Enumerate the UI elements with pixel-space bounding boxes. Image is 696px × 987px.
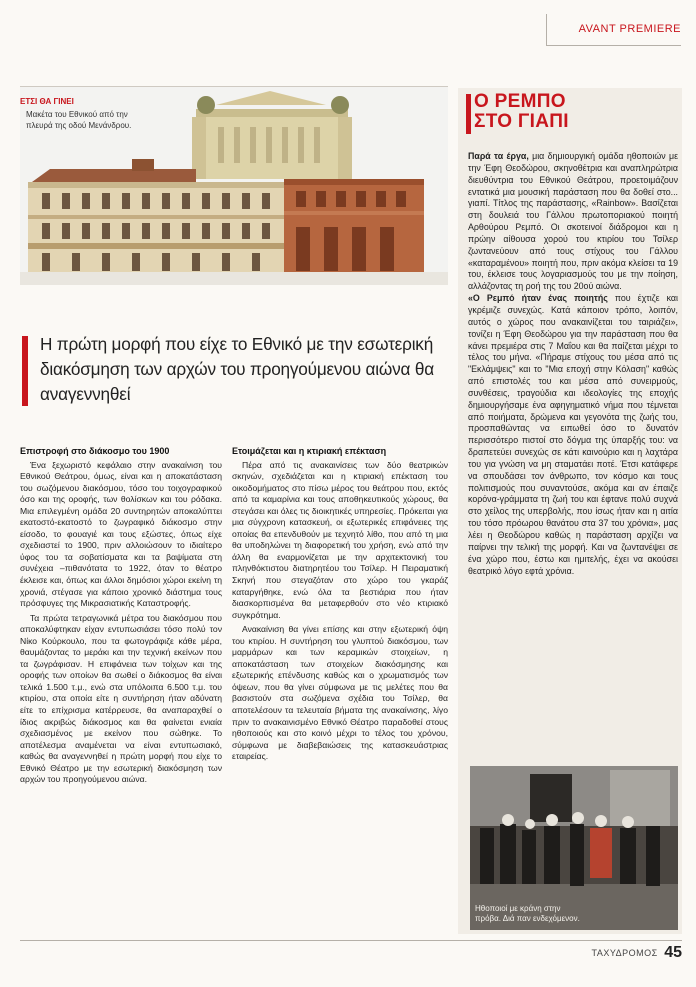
photo-bottom bbox=[470, 766, 678, 930]
sidebar-title-bar bbox=[466, 94, 471, 134]
article-column-1 bbox=[20, 446, 222, 786]
sidebar-p1-text: μια δημιουργική ομάδα ηθοποιών με την Έφη Θεοδώρου, σκηνοθέτρια και αναπληρώτρια διευθύντρια του Εθνικού Θεάτρου, προετοιμάζουν εντατικά μια μουσική παράσταση που θα δοθεί στο... γιαπί. Τίτλος της παράστασης, «Rainbow». Βασίζεται στη δουλειά του Γάλλου πρωτοποριακού ποιητή Αρθούρου Ρεμπό. Οι σκοτεινοί διάδρομοι και η πρώην αίθουσα χορού του κτιρίου του Τσίλερ ζωντανεύουν από τους στίχους του Γάλλου «καταραμένου» ποιητή που, πριν ακόμα κλείσει τα 19 του, έκλεισε τους λογαριασμούς του με την ποίηση, αλλάζοντας τη ροή της του 20ού αιώνα. bbox=[468, 151, 679, 292]
footer bbox=[592, 944, 683, 964]
section-tag-label: AVANT PREMIERE bbox=[578, 23, 681, 35]
footer-magazine: ΤΑΧΥΔΡΟΜΟΣ bbox=[591, 948, 658, 958]
caption-text: Μακέτα του Εθνικού από την πλευρά της οδού Μενάνδρου. bbox=[26, 110, 132, 130]
column-2-paragraph: Ανακαίνιση θα γίνει επίσης και στην εξωτερική όψη του κτιρίου. Η συντήρηση του γλυπτού διακόσμου, των μαρμάρων και των κεραμικών στοιχείων, η αποκατάσταση των στοιχείων διακόσμησης και εξωτερικής επένδυσης καθώς και ο χρωματισμός των όψεων, που θα γίνει σύμφωνα με τις μελέτες που θα βασιστούν στα σωζόμενα σχέδια του Τσίλερ, θα αποτελέσουν τα τελευταία βήματα της ανακαίνισης, λίγο πριν το ανακαινισμένο Εθνικό Θέατρο παραδοθεί στους ηθοποιούς και στο κοινό μέχρι το τέλος του χρόνου, σύμφωνα με διαβεβαιώσεις της κατασκευάστριας εταιρείας. bbox=[232, 624, 448, 762]
column-2-title: Ετοιμάζεται και η κτιριακή επέκταση bbox=[232, 446, 387, 456]
headline: Η πρώτη μορφή που είχε το Εθνικό με την εσωτερική διακόσμηση των αρχών του προηγούμενου αιώνα θα αναγεννηθεί bbox=[40, 334, 434, 404]
sidebar-p1-lead: Παρά τα έργα, bbox=[468, 151, 529, 161]
column-1-paragraph: Ένα ξεχωριστό κεφάλαιο στην ανακαίνιση του Εθνικού Θεάτρου, όμως, είναι και η αποκατάσταση του σωζόμενου διακόσμου, τόσο του τοιχογραφικού όσο και της οροφής, των θολίσκων και του ρόδακα. Μια επιλεγμένη ομάδα 20 συντηρητών αποκαλύπτει εκατοστό-εκατοστό το ζωγραφικό διάκοσμο στην είσοδο, το φουαγιέ και τους εξώστες, όπως είχε σχεδιαστεί το 1900, πριν αλλοιώσουν το ιδιαίτερο ύφος του τα σοβατίσματα και τα βαψίματα στη συνέχεια –πιθανότατα το 1922, όταν το θέατρο έκλεισε και, όπως και άλλοι δημόσιοι χώροι εκείνη τη χρονιά, στέγασε για κάποιο χρονικό διάστημα τους πρόσφυγες της Μικρασιατικής Καταστροφής. bbox=[20, 459, 222, 609]
headline-block bbox=[20, 332, 444, 408]
headline-bar bbox=[22, 336, 28, 406]
sidebar-title: Ο ΡΕΜΠΟ ΣΤΟ ΓΙΑΠΙ bbox=[474, 91, 569, 132]
column-1-paragraph: Τα πρώτα τετραγωνικά μέτρα του διακόσμου που αποκαλύφτηκαν είχαν εντυπωσιάσει τόσο πολύ τον Νίκο Κούρκουλο, που τα φωτογράφιζε κάθε μέρα, θαυμάζοντας το μεράκι και την τεχνική εκείνων που τα ζωγράφισαν. Η επιφάνεια των τοίχων και της οροφής των οποίων θα σωθεί ο διάκοσμος θα είναι τελικά 1.500 τ.μ., ενώ στα υπόλοιπα 6.500 τ.μ. του κτιρίου, στα οποία είτε η συντήρηση ήταν αδύνατη είτε το επίχρισμα κατέρρευσε, θα αναπαραχθεί ο ίδιος ακριβώς διάκοσμος και θα φαίνεται ενιαία σχεδιασμένος με εκείνον που σώθηκε. Το αποτέλεσμα αναμένεται να είναι εντυπωσιακό, καθώς θα αναγεννηθεί η πρώτη μορφή που είχε το Εθνικό Θέατρο με την εσωτερική διακόσμηση των αρχών του προηγούμενου αιώνα. bbox=[20, 612, 222, 785]
caption-label: ΕΤΣΙ ΘΑ ΓΙΝΕΙ bbox=[20, 97, 74, 106]
column-1-title: Επιστροφή στο διάκοσμο του 1900 bbox=[20, 446, 170, 456]
sidebar-paragraph-1 bbox=[468, 151, 678, 293]
sidebar-paragraph-2 bbox=[468, 293, 678, 577]
photo-top-caption bbox=[20, 97, 132, 131]
column-2-paragraph: Πέρα από τις ανακαινίσεις των δύο θεατρικών σκηνών, σχεδιάζεται και η κτιριακή επέκταση του οικοδομήματος στο πίσω μέρος του θεάτρου που, εκτός από τα καμαρίνια και τους αποθηκευτικούς χώρους, θα στεγάσει και όλες τις διοικητικές υπηρεσίες. Πρόκειται για μια σύγχρονη κατασκευή, οι εξωτερικές επιφάνειες της οποίας θα επενδυθούν με τεχνητό λίθο, που από τη μια θα υποδηλώνει τη διαφορετική του χρήση, ενώ από την άλλη θα εναρμονίζεται με την αρχιτεκτονική του πληνθόκτιστου διατηρητέου του Τσίλερ. Η Πειραματική Σκηνή που στεγαζόταν στο χώρο του γκαράζ καταργήθηκε, ενώ όλα τα βεστιάρια που ήταν διασκορπισμένα θα μεταφερθούν στο νέο κτιριακό συγκρότημα. bbox=[232, 459, 448, 620]
photo-top bbox=[20, 86, 448, 285]
sidebar-p2-lead: «Ο Ρεμπό ήταν ένας ποιητής bbox=[468, 293, 608, 304]
section-tag bbox=[546, 14, 681, 46]
footer-rule bbox=[20, 940, 682, 941]
sidebar bbox=[458, 88, 682, 934]
photo-bottom-caption: Ηθοποιοί με κράνη στην πρόβα. Διά παν ενδεχόμενον. bbox=[475, 904, 580, 923]
footer-page-number: 45 bbox=[664, 944, 682, 961]
sidebar-p2-text: που έχτιζε και γκρέμιζε συνεχώς. Κατά κάποιον τρόπο, λοιπόν, αυτός ο χώρος που ανακαινίζεται του ταιριάζει», τονίζει η Έφη Θεοδώρου για την παράσταση που θα κάνει πρεμιέρα στις 7 Μαΐου και θα παίζεται μέχρι το τέλος του μήνα. «Πήραμε στίχους του μέσα από τις "Εκλάμψεις" και το "Μια εποχή στην Κόλαση" καθώς από επιστολές του και μέσα από συνειρμούς, συνθέσεις, τραγούδια και ιδεολογίες της εποχής δημιουργήσαμε ένα αφηγηματικό νήμα που τέμνεται από ποιήματα, δρώμενα και γεγονότα της ζωής του, προσπαθώντας να ειπωθεί όσο το δυνατόν περισσότερο πιστοί στο δόγμα της ύπαρξής του: να δραπετεύει συνεχώς σε κάτι καινούριο και η λαχτάρα του για γνώση να μη σταματάει ποτέ. Έτσι κατάφερε να σπουδάσει τον άνθρωπο, τον κόσμο και τους πολιτισμούς που συναντούσε, ακόμα και αν έπαιζε κορόνα-γράμματα τη ζωή του και έφτανε πολύ συχνά στο χείλος της υπερβολής, που ίσως ήταν και η αιτία του τόσο πρόωρου θανάτου στα 37 του χρόνια», μας λέει η Θεοδώρου καθώς η παράσταση αρχίζει να παίρνει την τελική της μορφή. Και να ζωντανέψει σε ένα χώρο που, έστω και ημιτελής, έχει να ακούσει θεατρικό λόγο εφτά χρόνια. bbox=[468, 293, 678, 576]
article-column-2 bbox=[232, 446, 448, 763]
